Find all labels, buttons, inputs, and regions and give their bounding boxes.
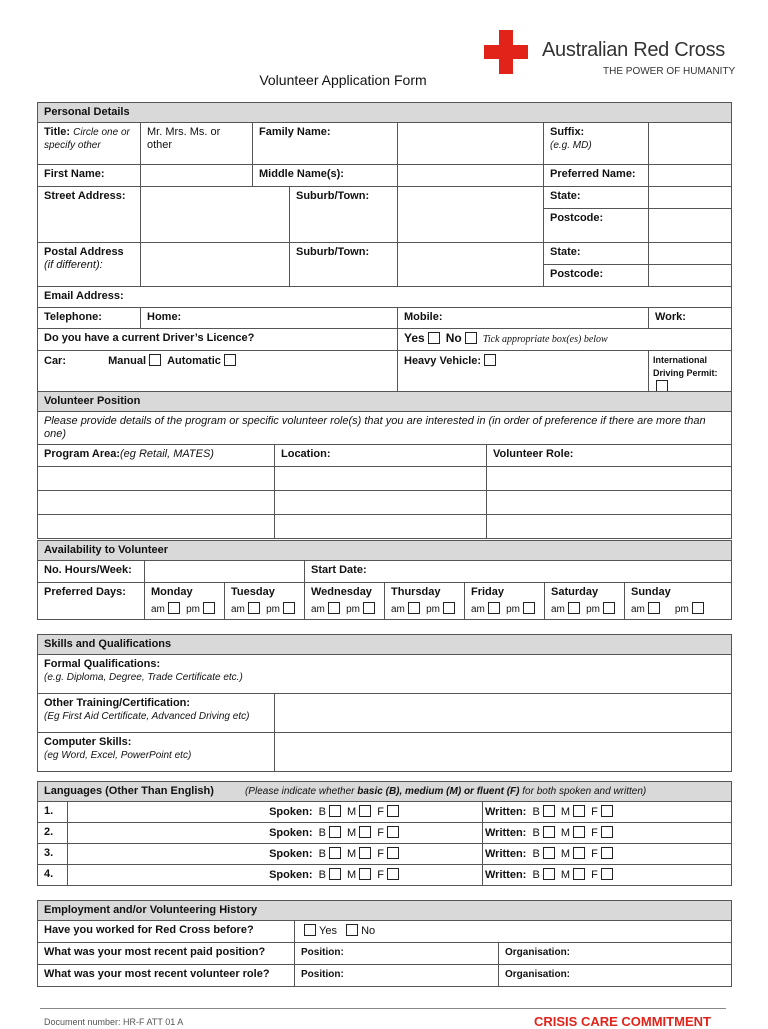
licence-question: Do you have a current Driver’s Licence? [44, 332, 255, 344]
volunteer-role-field[interactable] [487, 491, 732, 515]
brand-name: Australian Red Cross [542, 39, 725, 61]
am-label: am [151, 604, 165, 615]
level-f: F [377, 869, 384, 881]
tuesday-pm-checkbox[interactable] [283, 602, 295, 614]
wednesday-pm-checkbox[interactable] [363, 602, 375, 614]
level-m: M [347, 827, 357, 839]
level-m: M [347, 848, 357, 860]
licence-yes-checkbox[interactable] [428, 332, 440, 344]
spoken-f-checkbox[interactable] [387, 805, 399, 817]
start-date-label: Start Date: [311, 564, 367, 576]
level-b: B [318, 806, 326, 818]
spoken-f-checkbox[interactable] [387, 826, 399, 838]
hint-bold: basic (B), medium (M) or fluent (F) [357, 786, 520, 797]
day-label: Saturday [551, 586, 599, 598]
intl-permit-label: International Driving Permit: [653, 355, 718, 378]
day-label: Monday [151, 586, 193, 598]
spoken-b-checkbox[interactable] [329, 847, 341, 859]
title-label: Title: [44, 126, 71, 138]
suburb-field[interactable] [398, 187, 544, 243]
paid-position-field[interactable] [295, 943, 499, 965]
section-header-skills: Skills and Qualifications [38, 635, 732, 655]
postal-state-field[interactable] [649, 243, 732, 265]
written-b-checkbox[interactable] [543, 868, 555, 880]
formal-qualifications-label: Formal Qualifications: [44, 658, 161, 670]
level-f: F [591, 848, 598, 860]
postal-suburb-label: Suburb/Town: [296, 246, 370, 258]
day-tuesday [225, 583, 305, 620]
postal-address-hint: (if different): [44, 259, 103, 271]
street-address-field[interactable] [141, 187, 290, 243]
other-training-label: Other Training/Certification: [44, 697, 191, 709]
worked-yes-label: Yes [319, 925, 337, 937]
language-field[interactable] [68, 865, 483, 886]
program-area-field[interactable] [38, 491, 275, 515]
level-m: M [560, 827, 571, 839]
written-m-checkbox[interactable] [573, 868, 585, 880]
hours-field[interactable] [145, 561, 305, 583]
level-m: M [560, 806, 571, 818]
car-label: Car: [44, 355, 67, 367]
first-name-field[interactable] [141, 165, 253, 187]
footer-divider [40, 1008, 726, 1009]
state-field[interactable] [649, 187, 732, 209]
street-address-label: Street Address: [44, 190, 126, 202]
written-m-checkbox[interactable] [573, 826, 585, 838]
home-phone-field[interactable] [141, 308, 398, 329]
heavy-vehicle-label: Heavy Vehicle: [404, 355, 482, 367]
section-header-availability: Availability to Volunteer [38, 541, 732, 561]
preferred-name-field[interactable] [649, 165, 732, 187]
language-row-number: 3. [38, 844, 68, 865]
other-training-hint: (Eg First Aid Certificate, Advanced Driving etc) [44, 711, 250, 722]
hours-label: No. Hours/Week: [44, 564, 132, 576]
postal-suburb-field[interactable] [398, 243, 544, 287]
middle-name-label: Middle Name(s): [259, 168, 344, 180]
email-field[interactable] [38, 287, 732, 308]
telephone-label: Telephone: [44, 311, 102, 323]
written-f-checkbox[interactable] [601, 826, 613, 838]
postal-postcode-field[interactable] [649, 265, 732, 287]
manual-label: Manual [108, 355, 147, 367]
level-b: B [318, 869, 326, 881]
thursday-am-checkbox[interactable] [408, 602, 420, 614]
licence-no-label: No [445, 331, 462, 345]
organisation-label: Organisation: [505, 947, 571, 958]
home-label: Home: [147, 311, 182, 323]
program-area-field[interactable] [38, 515, 275, 539]
position-label: Position: [301, 969, 344, 980]
start-date-field[interactable] [305, 561, 732, 583]
work-label: Work: [655, 311, 686, 323]
language-row-number: 4. [38, 865, 68, 886]
state-label: State: [550, 190, 581, 202]
personal-details-section [37, 102, 732, 398]
sunday-am-checkbox[interactable] [648, 602, 660, 614]
day-thursday [385, 583, 465, 620]
volunteer-position-section [37, 391, 732, 539]
level-b: B [532, 827, 540, 839]
volunteer-position-field[interactable] [295, 965, 499, 987]
postal-postcode-label: Postcode: [550, 268, 604, 280]
written-b-checkbox[interactable] [543, 826, 555, 838]
pm-label: pm [266, 604, 280, 615]
language-field[interactable] [68, 823, 483, 844]
thursday-pm-checkbox[interactable] [443, 602, 455, 614]
level-m: M [347, 869, 357, 881]
am-label: am [551, 604, 565, 615]
location-field[interactable] [275, 491, 487, 515]
level-f: F [591, 806, 598, 818]
brand-tagline: THE POWER OF HUMANITY [603, 66, 736, 77]
spoken-label: Spoken: [269, 869, 313, 881]
day-label: Sunday [631, 586, 671, 598]
am-label: am [391, 604, 405, 615]
level-b: B [532, 806, 540, 818]
paid-position-question: What was your most recent paid position? [44, 946, 266, 958]
level-m: M [347, 806, 357, 818]
pm-label: pm [426, 604, 440, 615]
program-area-field[interactable] [38, 467, 275, 491]
volunteer-instructions: Please provide details of the program or specific volunteer role(s) that you are interested in (in order of preference if there are more than one) [38, 412, 732, 445]
languages-section [37, 781, 732, 886]
email-label: Email Address: [44, 290, 124, 302]
wednesday-am-checkbox[interactable] [328, 602, 340, 614]
program-area-label: Program Area: [44, 448, 121, 460]
location-label: Location: [281, 448, 331, 460]
level-f: F [377, 806, 384, 818]
languages-hint [245, 786, 646, 797]
spoken-m-checkbox[interactable] [359, 868, 371, 880]
spoken-b-checkbox[interactable] [329, 826, 341, 838]
language-field[interactable] [68, 802, 483, 823]
sunday-pm-checkbox[interactable] [692, 602, 704, 614]
level-b: B [532, 869, 540, 881]
postal-address-field[interactable] [141, 243, 290, 287]
computer-skills-hint: (eg Word, Excel, PowerPoint etc) [44, 750, 192, 761]
pm-label: pm [674, 604, 689, 615]
written-b-checkbox[interactable] [543, 805, 555, 817]
day-label: Friday [471, 586, 505, 598]
language-field[interactable] [68, 844, 483, 865]
paid-organisation-field[interactable] [499, 943, 732, 965]
worked-no-label: No [361, 925, 376, 937]
pm-label: pm [586, 604, 600, 615]
preferred-days-label: Preferred Days: [44, 586, 126, 598]
written-m-checkbox[interactable] [573, 805, 585, 817]
spoken-b-checkbox[interactable] [329, 805, 341, 817]
level-b: B [318, 848, 326, 860]
spoken-label: Spoken: [269, 848, 313, 860]
day-saturday [545, 583, 625, 620]
preferred-name-label: Preferred Name: [550, 168, 636, 180]
position-label: Position: [301, 947, 344, 958]
family-name-label: Family Name: [259, 126, 331, 138]
volunteer-role-field[interactable] [487, 515, 732, 539]
pm-label: pm [346, 604, 360, 615]
hint-pre: (Please indicate whether [244, 786, 358, 797]
monday-am-checkbox[interactable] [168, 602, 180, 614]
spoken-label: Spoken: [269, 806, 313, 818]
volunteer-organisation-field[interactable] [499, 965, 732, 987]
level-b: B [318, 827, 326, 839]
day-label: Tuesday [231, 586, 275, 598]
day-monday [145, 583, 225, 620]
level-m: M [560, 848, 571, 860]
employment-section [37, 900, 732, 987]
formal-qualifications-hint: (e.g. Diploma, Degree, Trade Certificate etc.) [44, 672, 243, 683]
am-label: am [471, 604, 485, 615]
friday-pm-checkbox[interactable] [523, 602, 535, 614]
formal-qualifications-field[interactable] [38, 655, 732, 694]
document-number: Document number: HR-F ATT 01 A [44, 1017, 184, 1027]
spoken-m-checkbox[interactable] [359, 847, 371, 859]
day-label: Wednesday [311, 586, 372, 598]
postal-address-label: Postal Address [44, 246, 124, 258]
manual-checkbox[interactable] [149, 354, 161, 366]
suffix-hint: (e.g. MD) [550, 140, 592, 151]
hint-post: for both spoken and written) [519, 786, 647, 797]
tick-hint: Tick appropriate box(es) below [482, 334, 608, 345]
organisation-label: Organisation: [505, 969, 571, 980]
mobile-phone-field[interactable] [398, 308, 649, 329]
program-area-hint: (eg Retail, MATES) [120, 448, 214, 460]
spoken-m-checkbox[interactable] [359, 826, 371, 838]
section-header-personal: Personal Details [38, 103, 732, 123]
skills-section [37, 634, 732, 772]
level-b: B [532, 848, 540, 860]
title-options[interactable] [141, 123, 253, 165]
section-header-languages: Languages (Other Than English) [44, 785, 214, 797]
crisis-care-commitment: CRISIS CARE COMMITMENT [534, 1014, 711, 1029]
heavy-vehicle-checkbox[interactable] [484, 354, 496, 366]
written-f-checkbox[interactable] [601, 847, 613, 859]
level-m: M [560, 869, 571, 881]
day-friday [465, 583, 545, 620]
family-name-field[interactable] [398, 123, 544, 165]
work-phone-field[interactable] [649, 308, 732, 329]
licence-yes-label: Yes [404, 331, 425, 345]
level-f: F [591, 827, 598, 839]
licence-no-checkbox[interactable] [465, 332, 477, 344]
computer-skills-field[interactable] [275, 733, 732, 772]
am-label: am [231, 604, 245, 615]
am-label: am [311, 604, 325, 615]
day-sunday [625, 583, 732, 620]
postcode-label: Postcode: [550, 212, 604, 224]
suburb-label: Suburb/Town: [296, 190, 370, 202]
saturday-pm-checkbox[interactable] [603, 602, 615, 614]
saturday-am-checkbox[interactable] [568, 602, 580, 614]
section-header-volunteer: Volunteer Position [38, 392, 732, 412]
day-label: Thursday [391, 586, 441, 598]
automatic-checkbox[interactable] [224, 354, 236, 366]
pm-label: pm [186, 604, 200, 615]
volunteer-role-label: Volunteer Role: [493, 448, 574, 460]
form-title: Volunteer Application Form [259, 72, 427, 88]
middle-name-field[interactable] [398, 165, 544, 187]
written-label: Written: [485, 848, 527, 860]
location-field[interactable] [275, 467, 487, 491]
written-label: Written: [485, 869, 527, 881]
level-f: F [377, 827, 384, 839]
suffix-label: Suffix: [550, 126, 585, 138]
tuesday-am-checkbox[interactable] [248, 602, 260, 614]
other-training-field[interactable] [275, 694, 732, 733]
spoken-b-checkbox[interactable] [329, 868, 341, 880]
pm-label: pm [506, 604, 520, 615]
volunteer-role-field[interactable] [487, 467, 732, 491]
computer-skills-label: Computer Skills: [44, 736, 132, 748]
spoken-m-checkbox[interactable] [359, 805, 371, 817]
spoken-f-checkbox[interactable] [387, 868, 399, 880]
written-label: Written: [485, 827, 527, 839]
am-label: am [631, 604, 645, 615]
first-name-label: First Name: [44, 168, 105, 180]
friday-am-checkbox[interactable] [488, 602, 500, 614]
postal-state-label: State: [550, 246, 581, 258]
day-wednesday [305, 583, 385, 620]
title-options-text: Mr. Mrs. Ms. or other [147, 126, 221, 151]
suffix-field[interactable] [649, 123, 732, 165]
spoken-label: Spoken: [269, 827, 313, 839]
postcode-field[interactable] [649, 209, 732, 243]
worked-before-question: Have you worked for Red Cross before? [44, 924, 254, 936]
spoken-f-checkbox[interactable] [387, 847, 399, 859]
level-f: F [591, 869, 598, 881]
mobile-label: Mobile: [404, 311, 443, 323]
worked-yes-checkbox[interactable] [304, 924, 316, 936]
automatic-label: Automatic [167, 355, 221, 367]
title-hint: Circle one or specify other [44, 127, 130, 151]
language-row-number: 2. [38, 823, 68, 844]
monday-pm-checkbox[interactable] [203, 602, 215, 614]
written-f-checkbox[interactable] [601, 868, 613, 880]
level-f: F [377, 848, 384, 860]
written-b-checkbox[interactable] [543, 847, 555, 859]
volunteer-role-question: What was your most recent volunteer role? [44, 968, 270, 980]
worked-no-checkbox[interactable] [346, 924, 358, 936]
written-label: Written: [485, 806, 527, 818]
written-m-checkbox[interactable] [573, 847, 585, 859]
language-row-number: 1. [38, 802, 68, 823]
red-cross-icon [484, 30, 528, 74]
written-f-checkbox[interactable] [601, 805, 613, 817]
availability-section [37, 540, 732, 620]
location-field[interactable] [275, 515, 487, 539]
section-header-employment: Employment and/or Volunteering History [38, 901, 732, 921]
